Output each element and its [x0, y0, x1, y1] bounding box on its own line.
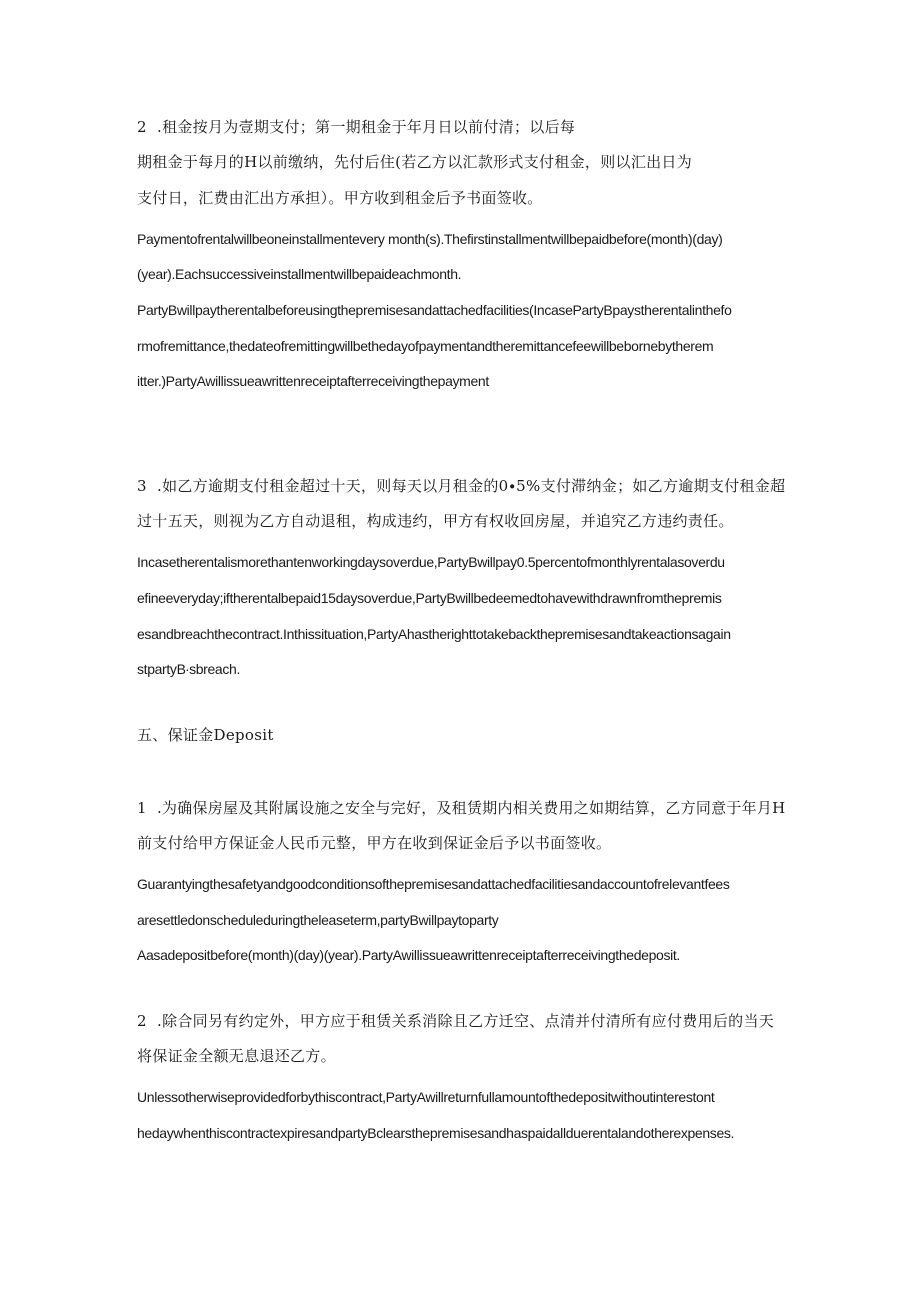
clause-2-en-line-1: Paymentofrentalwillbeoneinstallmentevery month(s).Thefirstinstallmentwillbepaidbefore(month)(day) [137, 231, 723, 247]
clause-number: 2 [137, 1012, 147, 1030]
clause-2-en-line-3: PartyBwillpaytherentalbeforeusingthepremisesandattachedfacilities(IncasePartyBpaystherentalinthefo [137, 302, 732, 318]
clause-number: 1 [137, 799, 147, 817]
clause-3-en-line-3: esandbreachthecontract.Inthissituation,PartyAhastherighttotakebackthepremisesandtakeactionsagain [137, 626, 731, 642]
clause-5-2-cn-line-2: 将保证金全额无息退还乙方。 [137, 1047, 336, 1065]
clause-3-en-line-2: efineeveryday;iftherentalbepaid15daysoverdue,PartyBwillbedeemedtohavewithdrawnfromthepremis [137, 590, 722, 606]
clause-5-1-en-line-2: aresettledonscheduleduringtheleaseterm,partyBwillpaytoparty [137, 912, 499, 928]
clause-3-en-line-4: stpartyB∙sbreach. [137, 661, 240, 677]
clause-2-en-line-2: (year).Eachsuccessiveinstallmentwillbepaideachmonth. [137, 266, 462, 282]
clause-2-cn-line-2: 期租金于每月的H以前缴纳，先付后住(若乙方以汇款形式支付租金，则以汇出日为 [137, 153, 693, 171]
clause-2-en-line-5: itter.)PartyAwillissueawrittenreceiptafterreceivingthepayment [137, 373, 489, 389]
clause-5-2-en-line-2: hedaywhenthiscontractexpiresandpartyBclearsthepremisesandhaspaidallduerentalandotherexpenses. [137, 1125, 735, 1141]
clause-5-1-en-line-1: Guarantyingthesafetyandgoodconditionsofthepremisesandattachedfacilitiesandaccountofrelevantfees [137, 876, 730, 892]
clause-3-cn-line-2: 过十五天，则视为乙方自动退租，构成违约，甲方有权收回房屋，并追究乙方违约责任。 [137, 512, 734, 530]
clause-5-1-cn-line-2: 前支付给甲方保证金人民币元整，甲方在收到保证金后予以书面签收。 [137, 834, 612, 852]
clause-5-1-en-line-3: Aasadepositbefore(month)(day)(year).PartyAwillissueawrittenreceiptafterreceivingthedeposit. [137, 947, 680, 963]
clause-2-cn-line-1: 2 .租金按月为壹期支付；第一期租金于年月日以前付清；以后每 [137, 118, 576, 136]
clause-2-en-line-4: rmofremittance,thedateofremittingwillbethedayofpaymentandtheremittancefeewillbebornebytherem [137, 338, 714, 354]
clause-number: 3 [137, 477, 147, 495]
clause-number: 2 [137, 118, 147, 136]
clause-5-1-cn-line-1: 1 .为确保房屋及其附属设施之安全与完好，及租赁期内相关费用之如期结算，乙方同意于年月H [137, 799, 786, 817]
clause-5-2-cn-line-1: 2 .除合同另有约定外，甲方应于租赁关系消除且乙方迁空、点清并付清所有应付费用后的当天 [137, 1012, 775, 1030]
clause-2-cn-line-3: 支付日，汇费由汇出方承担）。甲方收到租金后予书面签收。 [137, 189, 543, 207]
clause-3-en-line-1: Incasetherentalismorethantenworkingdaysoverdue,PartyBwillpay0.5percentofmonthlyrentalasoverdu [137, 554, 725, 570]
clause-3-cn-line-1: 3 .如乙方逾期支付租金超过十天，则每天以月租金的0∙5%支付滞纳金；如乙方逾期支付租金超 [137, 477, 786, 495]
clause-5-2-en-line-1: Unlessotherwiseprovidedforbythiscontract,PartyAwillreturnfullamountofthedepositwithoutinterestont [137, 1089, 715, 1105]
section-5-heading: 五、保证金Deposit [137, 726, 274, 744]
